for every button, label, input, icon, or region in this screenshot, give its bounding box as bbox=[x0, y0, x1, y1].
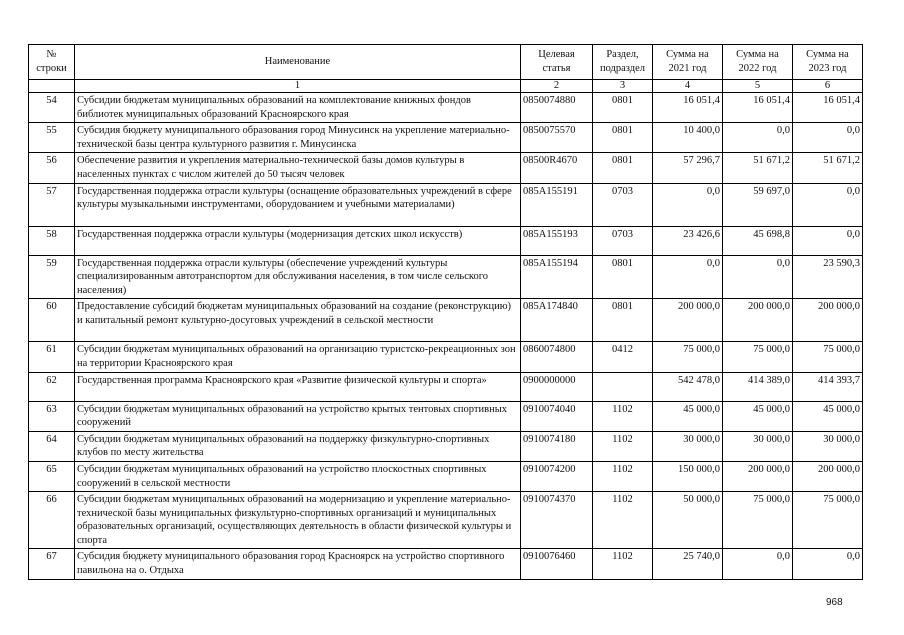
row-sum-2021: 23 426,6 bbox=[653, 226, 723, 255]
row-target-item: 0910074040 bbox=[521, 401, 593, 431]
row-number: 64 bbox=[29, 431, 75, 461]
header-sum-2021: Сумма на 2021 год bbox=[653, 45, 723, 80]
row-section bbox=[593, 372, 653, 401]
row-target-item: 0910074180 bbox=[521, 431, 593, 461]
row-sum-2021: 25 740,0 bbox=[653, 549, 723, 579]
row-sum-2022: 16 051,4 bbox=[723, 93, 793, 123]
row-number: 59 bbox=[29, 255, 75, 299]
row-section: 0703 bbox=[593, 226, 653, 255]
header-sum-2022: Сумма на 2022 год bbox=[723, 45, 793, 80]
row-section: 1102 bbox=[593, 461, 653, 491]
table-row bbox=[29, 549, 863, 579]
row-number: 63 bbox=[29, 401, 75, 431]
row-section: 0703 bbox=[593, 183, 653, 226]
column-index: 2 bbox=[521, 80, 593, 93]
column-index-blank bbox=[29, 80, 75, 93]
column-index-row bbox=[29, 80, 863, 93]
row-number: 65 bbox=[29, 461, 75, 491]
row-sum-2021: 542 478,0 bbox=[653, 372, 723, 401]
row-target-item: 0850075570 bbox=[521, 123, 593, 153]
header-row bbox=[29, 45, 863, 80]
row-sum-2023: 0,0 bbox=[793, 226, 863, 255]
row-sum-2023: 414 393,7 bbox=[793, 372, 863, 401]
row-target-item: 085A155193 bbox=[521, 226, 593, 255]
row-sum-2022: 200 000,0 bbox=[723, 461, 793, 491]
row-number: 55 bbox=[29, 123, 75, 153]
row-sum-2023: 0,0 bbox=[793, 549, 863, 579]
row-sum-2021: 75 000,0 bbox=[653, 342, 723, 372]
table-row bbox=[29, 153, 863, 183]
column-index: 5 bbox=[723, 80, 793, 93]
row-number: 66 bbox=[29, 492, 75, 549]
row-sum-2021: 50 000,0 bbox=[653, 492, 723, 549]
row-target-item: 0850074880 bbox=[521, 93, 593, 123]
row-number: 57 bbox=[29, 183, 75, 226]
row-target-item: 0910074200 bbox=[521, 461, 593, 491]
row-section: 0801 bbox=[593, 123, 653, 153]
row-sum-2022: 414 389,0 bbox=[723, 372, 793, 401]
row-sum-2023: 45 000,0 bbox=[793, 401, 863, 431]
row-name: Субсидии бюджетам муниципальных образований на модернизацию и укрепление материально-технической базы муниципальных физкультурно-спортивных организаций и муниципальных образовательных организаций, осуществляющих деятельность в области физической культуры и спорта bbox=[75, 492, 521, 549]
row-sum-2021: 150 000,0 bbox=[653, 461, 723, 491]
row-target-item: 0860074800 bbox=[521, 342, 593, 372]
row-number: 58 bbox=[29, 226, 75, 255]
row-sum-2021: 30 000,0 bbox=[653, 431, 723, 461]
row-name: Субсидии бюджетам муниципальных образований на устройство плоскостных спортивных сооружений в сельской местности bbox=[75, 461, 521, 491]
row-name: Предоставление субсидий бюджетам муниципальных образований на создание (реконструкцию) и капитальный ремонт культурно-досуговых учреждений в сельской местности bbox=[75, 299, 521, 342]
row-sum-2021: 16 051,4 bbox=[653, 93, 723, 123]
table-row bbox=[29, 255, 863, 299]
column-index: 3 bbox=[593, 80, 653, 93]
column-index: 1 bbox=[75, 80, 521, 93]
row-sum-2022: 30 000,0 bbox=[723, 431, 793, 461]
row-sum-2023: 75 000,0 bbox=[793, 342, 863, 372]
row-target-item: 085A155191 bbox=[521, 183, 593, 226]
table-row bbox=[29, 431, 863, 461]
row-section: 1102 bbox=[593, 401, 653, 431]
column-index: 6 bbox=[793, 80, 863, 93]
row-number: 61 bbox=[29, 342, 75, 372]
table-row bbox=[29, 461, 863, 491]
row-name: Субсидии бюджетам муниципальных образований на комплектование книжных фондов библиотек муниципальных образований Красноярского края bbox=[75, 93, 521, 123]
row-section: 0801 bbox=[593, 93, 653, 123]
row-section: 1102 bbox=[593, 431, 653, 461]
row-sum-2022: 45 698,8 bbox=[723, 226, 793, 255]
row-sum-2023: 16 051,4 bbox=[793, 93, 863, 123]
row-section: 0801 bbox=[593, 299, 653, 342]
row-sum-2021: 0,0 bbox=[653, 183, 723, 226]
row-name: Государственная программа Красноярского края «Развитие физической культуры и спорта» bbox=[75, 372, 521, 401]
row-number: 60 bbox=[29, 299, 75, 342]
row-target-item: 085A155194 bbox=[521, 255, 593, 299]
row-target-item: 0910074370 bbox=[521, 492, 593, 549]
row-section: 0801 bbox=[593, 255, 653, 299]
row-sum-2023: 23 590,3 bbox=[793, 255, 863, 299]
row-section: 0412 bbox=[593, 342, 653, 372]
row-sum-2023: 75 000,0 bbox=[793, 492, 863, 549]
row-name: Субсидия бюджету муниципального образования город Красноярск на устройство спортивного павильона на о. Отдыха bbox=[75, 549, 521, 579]
row-target-item: 0910076460 bbox=[521, 549, 593, 579]
table-row bbox=[29, 299, 863, 342]
table-row bbox=[29, 342, 863, 372]
row-section: 1102 bbox=[593, 549, 653, 579]
row-sum-2022: 0,0 bbox=[723, 549, 793, 579]
header-name: Наименование bbox=[75, 45, 521, 80]
row-name: Субсидия бюджету муниципального образования город Минусинск на укрепление материально-технической базы центра культурного развития г. Минусинска bbox=[75, 123, 521, 153]
table-row bbox=[29, 183, 863, 226]
row-name: Государственная поддержка отрасли культуры (обеспечение учреждений культуры специализированным автотранспортом для обслуживания населения, в том числе сельского населения) bbox=[75, 255, 521, 299]
table-row bbox=[29, 226, 863, 255]
row-target-item: 0900000000 bbox=[521, 372, 593, 401]
row-sum-2022: 59 697,0 bbox=[723, 183, 793, 226]
row-number: 62 bbox=[29, 372, 75, 401]
row-sum-2023: 200 000,0 bbox=[793, 299, 863, 342]
row-sum-2022: 45 000,0 bbox=[723, 401, 793, 431]
table-row bbox=[29, 93, 863, 123]
row-name: Государственная поддержка отрасли культуры (модернизация детских школ искусств) bbox=[75, 226, 521, 255]
row-sum-2022: 51 671,2 bbox=[723, 153, 793, 183]
row-target-item: 085A174840 bbox=[521, 299, 593, 342]
row-target-item: 08500R4670 bbox=[521, 153, 593, 183]
row-sum-2022: 75 000,0 bbox=[723, 492, 793, 549]
row-sum-2022: 0,0 bbox=[723, 255, 793, 299]
row-sum-2021: 0,0 bbox=[653, 255, 723, 299]
row-sum-2021: 200 000,0 bbox=[653, 299, 723, 342]
column-index: 4 bbox=[653, 80, 723, 93]
header-target-item: Целевая статья bbox=[521, 45, 593, 80]
row-sum-2021: 10 400,0 bbox=[653, 123, 723, 153]
table-row bbox=[29, 123, 863, 153]
table-row bbox=[29, 492, 863, 549]
header-section: Раздел, подраздел bbox=[593, 45, 653, 80]
row-sum-2022: 75 000,0 bbox=[723, 342, 793, 372]
row-sum-2021: 57 296,7 bbox=[653, 153, 723, 183]
row-number: 67 bbox=[29, 549, 75, 579]
header-row-number: № строки bbox=[29, 45, 75, 80]
row-sum-2022: 200 000,0 bbox=[723, 299, 793, 342]
row-sum-2023: 30 000,0 bbox=[793, 431, 863, 461]
row-number: 54 bbox=[29, 93, 75, 123]
row-name: Субсидии бюджетам муниципальных образований на поддержку физкультурно-спортивных клубов по месту жительства bbox=[75, 431, 521, 461]
row-section: 0801 bbox=[593, 153, 653, 183]
row-name: Обеспечение развития и укрепления материально-технической базы домов культуры в населенных пунктах с числом жителей до 50 тысяч человек bbox=[75, 153, 521, 183]
row-name: Субсидии бюджетам муниципальных образований на организацию туристско-рекреационных зон на территории Красноярского края bbox=[75, 342, 521, 372]
table-row bbox=[29, 372, 863, 401]
row-sum-2021: 45 000,0 bbox=[653, 401, 723, 431]
header-sum-2023: Сумма на 2023 год bbox=[793, 45, 863, 80]
budget-table bbox=[28, 44, 863, 580]
row-section: 1102 bbox=[593, 492, 653, 549]
page-number: 968 bbox=[826, 597, 843, 608]
row-sum-2023: 51 671,2 bbox=[793, 153, 863, 183]
row-sum-2023: 0,0 bbox=[793, 123, 863, 153]
row-sum-2023: 0,0 bbox=[793, 183, 863, 226]
row-name: Субсидии бюджетам муниципальных образований на устройство крытых тентовых спортивных сооружений bbox=[75, 401, 521, 431]
row-sum-2022: 0,0 bbox=[723, 123, 793, 153]
row-number: 56 bbox=[29, 153, 75, 183]
table-row bbox=[29, 401, 863, 431]
row-sum-2023: 200 000,0 bbox=[793, 461, 863, 491]
row-name: Государственная поддержка отрасли культуры (оснащение образовательных учреждений в сфере культуры музыкальными инструментами, оборудованием и учебными материалами) bbox=[75, 183, 521, 226]
